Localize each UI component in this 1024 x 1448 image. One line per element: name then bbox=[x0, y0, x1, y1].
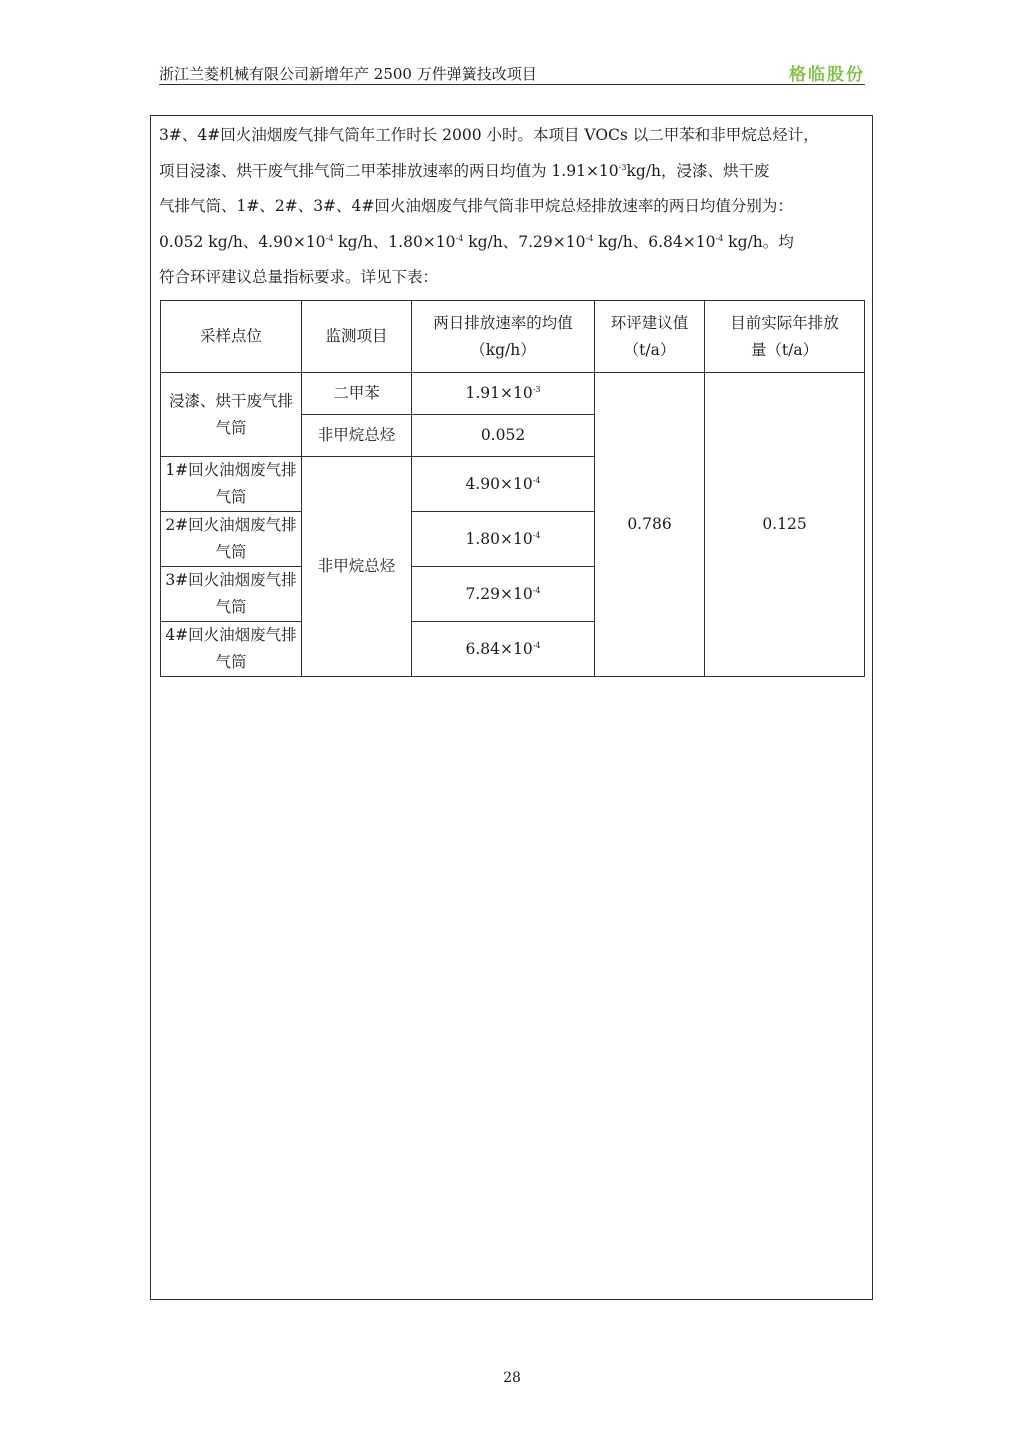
body-line bbox=[159, 189, 867, 225]
table-header-row bbox=[161, 301, 865, 373]
body-text: kg/h，浸漆、烘干废 bbox=[626, 161, 770, 180]
rate-cell bbox=[412, 373, 595, 415]
body-text: kg/h、1.80×10 bbox=[333, 232, 456, 251]
rate-value: 1.91×10 bbox=[465, 384, 533, 402]
exponent: -4 bbox=[585, 233, 594, 243]
header-eia bbox=[595, 301, 705, 373]
brand-logo-text: 格临股份 bbox=[789, 65, 865, 85]
exponent: -3 bbox=[532, 384, 541, 394]
body-text: 项目浸漆、烘干废气排气筒二甲苯排放速率的两日均值为 1.91×10 bbox=[159, 161, 619, 180]
exponent: -4 bbox=[532, 475, 541, 485]
header-actual-line2: 量（t/a） bbox=[750, 340, 819, 359]
rate-value: 7.29×10 bbox=[465, 584, 533, 603]
body-text: 符合环评建议总量指标要求。详见下表： bbox=[159, 268, 439, 286]
item-cell: 非甲烷总烃 bbox=[302, 415, 412, 457]
exponent: -4 bbox=[455, 233, 464, 243]
header-site: 采样点位 bbox=[161, 301, 302, 373]
body-line bbox=[159, 260, 867, 296]
site-cell: 1#回火油烟废气排气筒 bbox=[161, 457, 302, 512]
site-cell: 浸漆、烘干废气排气筒 bbox=[161, 373, 302, 457]
body-text: kg/h。均 bbox=[723, 232, 794, 251]
exponent: -4 bbox=[532, 585, 541, 595]
table-row bbox=[161, 373, 865, 415]
eia-value-cell: 0.786 bbox=[595, 373, 705, 677]
rate-value: 0.052 bbox=[480, 426, 526, 444]
body-text: kg/h、6.84×10 bbox=[593, 232, 716, 251]
body-line bbox=[159, 154, 867, 190]
header-actual-line1: 目前实际年排放 bbox=[730, 313, 839, 332]
header-actual bbox=[705, 301, 865, 373]
report-header-title: 浙江兰菱机械有限公司新增年产 2500 万件弹簧技改项目 bbox=[159, 65, 537, 83]
exponent: -4 bbox=[325, 233, 334, 243]
rate-cell bbox=[412, 512, 595, 567]
rate-value: 1.80×10 bbox=[465, 529, 533, 548]
page-number: 28 bbox=[503, 1370, 521, 1386]
emission-table-wrapper bbox=[160, 300, 864, 677]
rate-cell bbox=[412, 457, 595, 512]
rate-value: 6.84×10 bbox=[465, 639, 533, 658]
item-cell: 非甲烷总烃 bbox=[302, 457, 412, 677]
exponent: -4 bbox=[532, 530, 541, 540]
exponent: -3 bbox=[618, 162, 627, 172]
rate-cell bbox=[412, 415, 595, 457]
body-text: 0.052 kg/h、4.90×10 bbox=[159, 232, 326, 251]
exponent: -4 bbox=[715, 233, 724, 243]
emission-table bbox=[160, 300, 865, 677]
header-rate bbox=[412, 301, 595, 373]
item-cell: 二甲苯 bbox=[302, 373, 412, 415]
site-cell: 3#回火油烟废气排气筒 bbox=[161, 567, 302, 622]
body-paragraph bbox=[159, 118, 867, 296]
exponent: -4 bbox=[532, 640, 541, 650]
body-line bbox=[159, 118, 867, 154]
body-text: 气排气筒、1#、2#、3#、4#回火油烟废气排气筒非甲烷总烃排放速率的两日均值分别为： bbox=[159, 197, 793, 215]
actual-value-cell: 0.125 bbox=[705, 373, 865, 677]
rate-cell bbox=[412, 567, 595, 622]
header-rate-line2: （kg/h） bbox=[470, 340, 536, 359]
body-text: 3#、4#回火油烟废气排气筒年工作时长 2000 小时。本项目 VOCs 以二甲苯和非甲烷总烃计， bbox=[159, 126, 819, 144]
body-line bbox=[159, 225, 867, 261]
header-item: 监测项目 bbox=[302, 301, 412, 373]
site-cell: 2#回火油烟废气排气筒 bbox=[161, 512, 302, 567]
body-text: kg/h、7.29×10 bbox=[463, 232, 586, 251]
rate-value: 4.90×10 bbox=[465, 474, 533, 493]
header-rate-line1: 两日排放速率的均值 bbox=[433, 313, 573, 332]
header-eia-line1: 环评建议值 bbox=[610, 313, 689, 332]
header-eia-line2: （t/a） bbox=[623, 340, 676, 359]
rate-cell bbox=[412, 622, 595, 677]
site-cell: 4#回火油烟废气排气筒 bbox=[161, 622, 302, 677]
header-divider bbox=[159, 84, 865, 85]
